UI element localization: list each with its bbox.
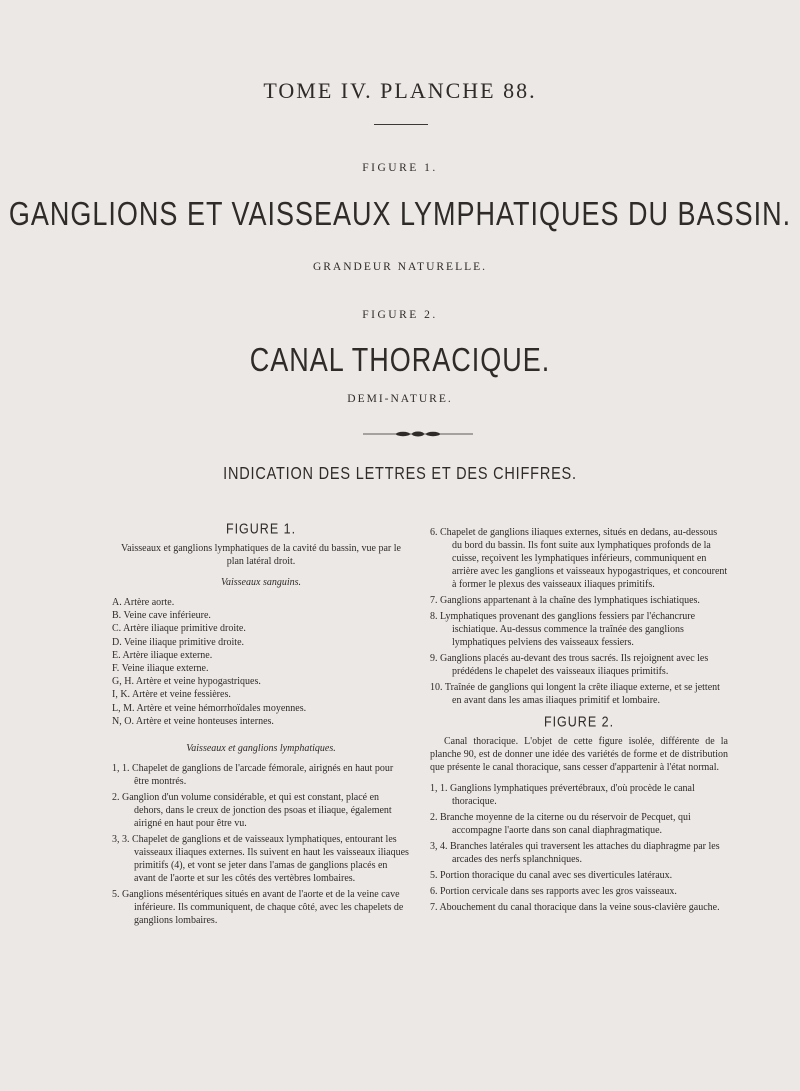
numbered-item: 5. Portion thoracique du canal avec ses diverticules latéraux. — [430, 870, 673, 881]
letter-item: E. Artère iliaque externe. — [112, 649, 213, 661]
numbered-item: 7. Abouchement du canal thoracique dans la veine sous-clavière gauche. — [430, 902, 720, 913]
letters-list — [112, 596, 410, 728]
figure-2-label: FIGURE 2. — [362, 309, 438, 321]
letter-item: N, O. Artère et veine honteuses internes. — [112, 715, 274, 727]
letter-item: G, H. Artère et veine hypogastriques. — [112, 676, 261, 688]
letter-item: I, K. Artère et veine fessières. — [112, 689, 231, 701]
numbered-item: 8. Lymphatiques provenant des ganglions fessiers par l'échancrure ischiatique. Au-dessus commence la traînée des ganglions lymphatiques pelviens des vaisseaux fessiers. — [430, 611, 696, 648]
letter-item: C. Artère iliaque primitive droite. — [112, 623, 246, 635]
numbered-item: 3, 3. Chapelet de ganglions et de vaisseaux lymphatiques, entourant les vaisseaux iliaques externes. Ils suivent en haut les vaisseaux iliaques primitifs (4), et vont se jeter dans l'amas de ganglions placés en avant de l'aorte et sur les côtés des vertèbres lombaires. — [112, 834, 409, 885]
numbered-item: 2. Ganglion d'un volume considérable, et qui est constant, placé en dehors, dans le creux de jonction des psoas et iliaque, également airigné en haut pour être vu. — [112, 792, 392, 830]
numbered-item: 1, 1. Ganglions lymphatiques prévertébraux, d'où procède le canal thoracique. — [430, 783, 695, 807]
left-intro: Vaisseaux et ganglions lymphatiques de la cavité du bassin, vue par le plan latéral droit. — [121, 543, 401, 567]
figure-1-label: FIGURE 1. — [362, 162, 438, 174]
numbered-item: 7. Ganglions appartenant à la chaîne des lymphatiques ischiatiques. — [430, 595, 700, 606]
numbered-item: 9. Ganglions placés au-devant des trous sacrés. Ils rejoignent avec les prédédens le chapelet des vaisseaux iliaques primitifs. — [430, 653, 709, 677]
sanguins-title: Vaisseaux sanguins. — [221, 577, 301, 588]
letter-item: A. Artère aorte. — [112, 597, 175, 608]
numbered-item: 3, 4. Branches latérales qui traversent les attaches du diaphragme par les arcades des nerfs splanchniques. — [430, 841, 720, 865]
right-column — [430, 526, 728, 917]
letter-item: D. Veine iliaque primitive droite. — [112, 636, 245, 648]
numbered-item: 10. Traînée de ganglions qui longent la crête iliaque externe, et se jettent en avant dans les amas iliaques primitif et lombaire. — [430, 682, 720, 706]
indication-heading: INDICATION DES LETTRES ET DES CHIFFRES. — [223, 464, 577, 484]
divider-rule — [374, 124, 428, 125]
lymph-title: Vaisseaux et ganglions lymphatiques. — [186, 743, 336, 755]
letter-item: B. Veine cave inférieure. — [112, 610, 211, 622]
letter-item: L, M. Artère et veine hémorrhoïdales moyennes. — [112, 702, 307, 714]
letter-item: F. Veine iliaque externe. — [112, 663, 209, 675]
right-intro: Canal thoracique. L'objet de cette figure isolée, différente de la planche 90, est de donner une idée des variétés de forme et de distribution que présente le canal thoracique, sans cesser d'appartenir à l'état normal. — [430, 736, 728, 773]
numbered-item: 1, 1. Chapelet de ganglions de l'arcade fémorale, airignés en haut pour être montrés. — [112, 763, 394, 788]
figure-2-scale: DEMI-NATURE. — [347, 393, 453, 405]
figure-1-scale: GRANDEUR NATURELLE. — [312, 261, 488, 273]
plate-title: TOME IV. PLANCHE 88. — [263, 78, 537, 103]
figure-2-title: CANAL THORACIQUE. — [249, 341, 551, 379]
right-figure-heading: FIGURE 2. — [543, 713, 615, 730]
numbered-item: 2. Branche moyenne de la citerne ou du réservoir de Pecquet, qui accompagne l'aorte dans son canal diaphragmatique. — [430, 812, 691, 836]
numbered-item: 6. Portion cervicale dans ses rapports avec les gros vaisseaux. — [430, 886, 677, 897]
numbered-item: 5. Ganglions mésentériques situés en avant de l'aorte et de la veine cave inférieure. Ils communiquent, de chaque côté, avec les chapelets de ganglions lombaires. — [112, 889, 404, 927]
ornament-divider — [363, 431, 473, 437]
figure-1-title: GANGLIONS ET VAISSEAUX LYMPHATIQUES DU BASSIN. — [8, 195, 792, 233]
left-column — [112, 520, 410, 930]
left-figure-heading: FIGURE 1. — [225, 520, 297, 537]
numbered-item: 6. Chapelet de ganglions iliaques externes, situés en dedans, au-dessous du bord du bassin. Ils font suite aux lymphatiques profonds de la cuisse, reçoivent les lymphatiques inférieurs, communiquent en arrière avec les ganglions et vaisseaux hypogastriques, et concourent à former le plexus des vaisseaux iliaques primitifs. — [430, 527, 728, 590]
